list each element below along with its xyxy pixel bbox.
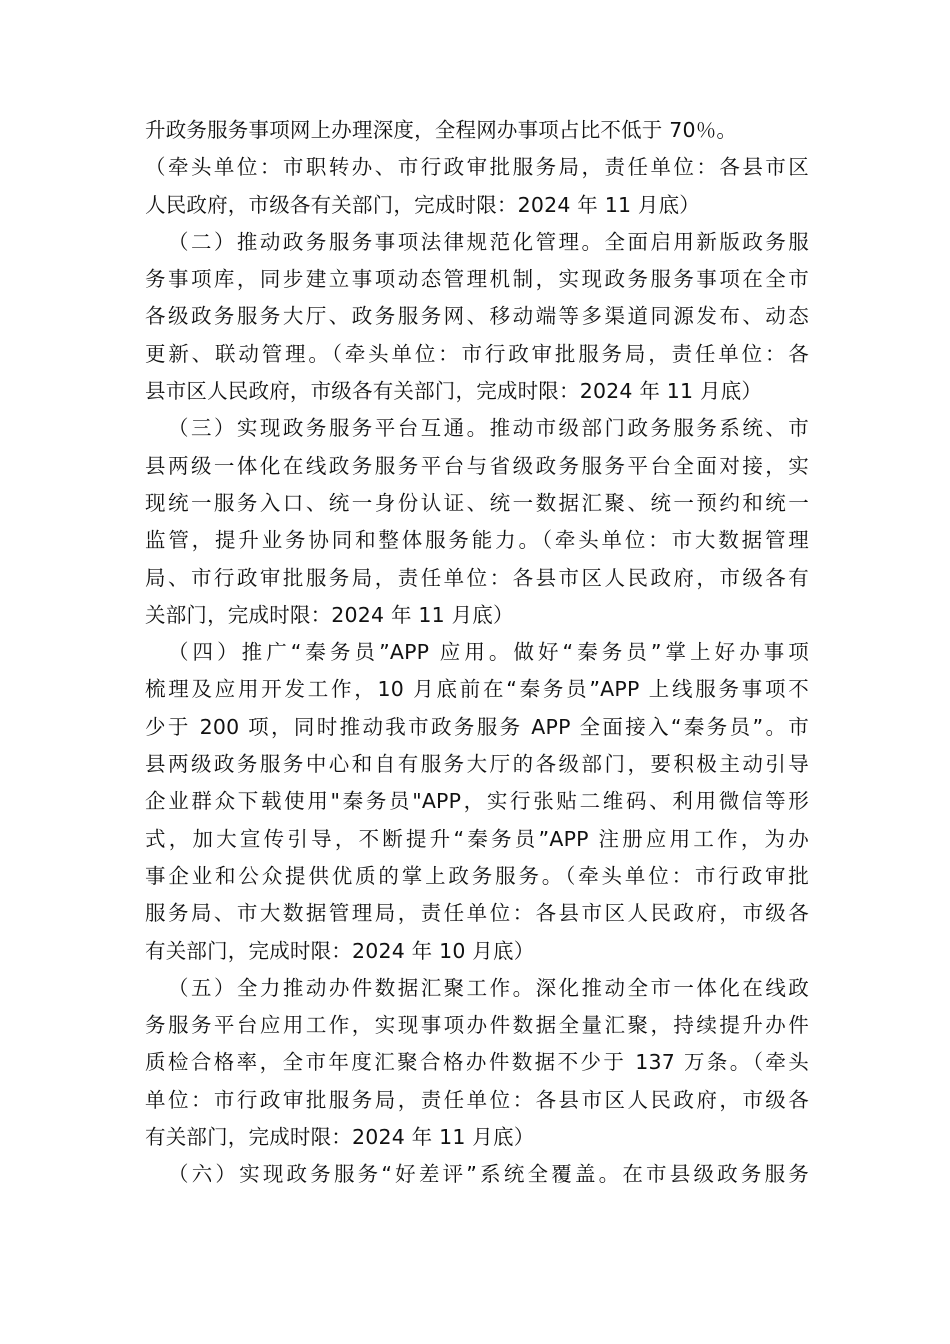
text-line: 式，加大宣传引导，不断提升“秦务员”APP 注册应用工作，为办 bbox=[145, 826, 809, 851]
text-line: 县市区人民政府，市级各有关部门，完成时限：2024 年 11 月底） bbox=[145, 379, 763, 404]
text-line: （四）推广“秦务员”APP 应用。做好“秦务员”掌上好办事项 bbox=[168, 640, 809, 665]
text-line: （五）全力推动办件数据汇聚工作。深化推动全市一体化在线政 bbox=[168, 975, 809, 1000]
text-line: 局、市行政审批服务局，责任单位：各县市区人民政府，市级各有 bbox=[145, 565, 809, 590]
text-line: 关部门，完成时限：2024 年 11 月底） bbox=[145, 602, 514, 627]
text-line: 梳理及应用开发工作，10 月底前在“秦务员”APP 上线服务事项不 bbox=[145, 677, 809, 702]
text-line: 监管，提升业务协同和整体服务能力。（牵头单位：市大数据管理 bbox=[145, 528, 809, 553]
text-line: 质检合格率，全市年度汇聚合格办件数据不少于 137 万条。（牵头 bbox=[145, 1050, 809, 1075]
text-line: 县两级政务服务中心和自有服务大厅的各级部门，要积极主动引导 bbox=[145, 752, 809, 777]
text-line: 人民政府，市级各有关部门，完成时限：2024 年 11 月底） bbox=[145, 192, 701, 217]
text-line: 升政务服务事项网上办理深度，全程网办事项占比不低于 70％。 bbox=[145, 118, 738, 142]
text-line: （二）推动政务服务事项法律规范化管理。全面启用新版政务服 bbox=[168, 229, 809, 254]
text-line: （三）实现政务服务平台互通。推动市级部门政务服务系统、市 bbox=[168, 416, 809, 441]
text-line: 现统一服务入口、统一身份认证、统一数据汇聚、统一预约和统一 bbox=[145, 490, 809, 515]
text-line: 有关部门，完成时限：2024 年 11 月底） bbox=[145, 1125, 535, 1150]
text-line: 少于 200 项，同时推动我市政务服务 APP 全面接入“秦务员”。市 bbox=[145, 714, 809, 739]
text-line: 有关部门，完成时限：2024 年 10 月底） bbox=[145, 938, 535, 963]
text-line: （六）实现政务服务“好差评”系统全覆盖。在市县级政务服务 bbox=[168, 1162, 809, 1187]
text-line: 务服务平台应用工作，实现事项办件数据全量汇聚，持续提升办件 bbox=[145, 1013, 809, 1038]
text-line: 务事项库，同步建立事项动态管理机制，实现政务服务事项在全市 bbox=[145, 267, 809, 292]
text-line: 县两级一体化在线政务服务平台与省级政务服务平台全面对接，实 bbox=[145, 453, 809, 478]
text-line: 单位：市行政审批服务局，责任单位：各县市区人民政府，市级各 bbox=[145, 1087, 809, 1112]
text-line: 各级政务服务大厅、政务服务网、移动端等多渠道同源发布、动态 bbox=[145, 304, 809, 329]
text-line: 更新、联动管理。（牵头单位：市行政审批服务局，责任单位：各 bbox=[145, 341, 809, 366]
document-body bbox=[145, 112, 809, 1194]
text-line: （牵头单位：市职转办、市行政审批服务局，责任单位：各县市区 bbox=[145, 155, 809, 180]
text-line: 服务局、市大数据管理局，责任单位：各县市区人民政府，市级各 bbox=[145, 901, 809, 926]
text-line: 企业群众下载使用"秦务员"APP，实行张贴二维码、利用微信等形 bbox=[145, 789, 809, 814]
text-line: 事企业和公众提供优质的掌上政务服务。（牵头单位：市行政审批 bbox=[145, 863, 809, 888]
